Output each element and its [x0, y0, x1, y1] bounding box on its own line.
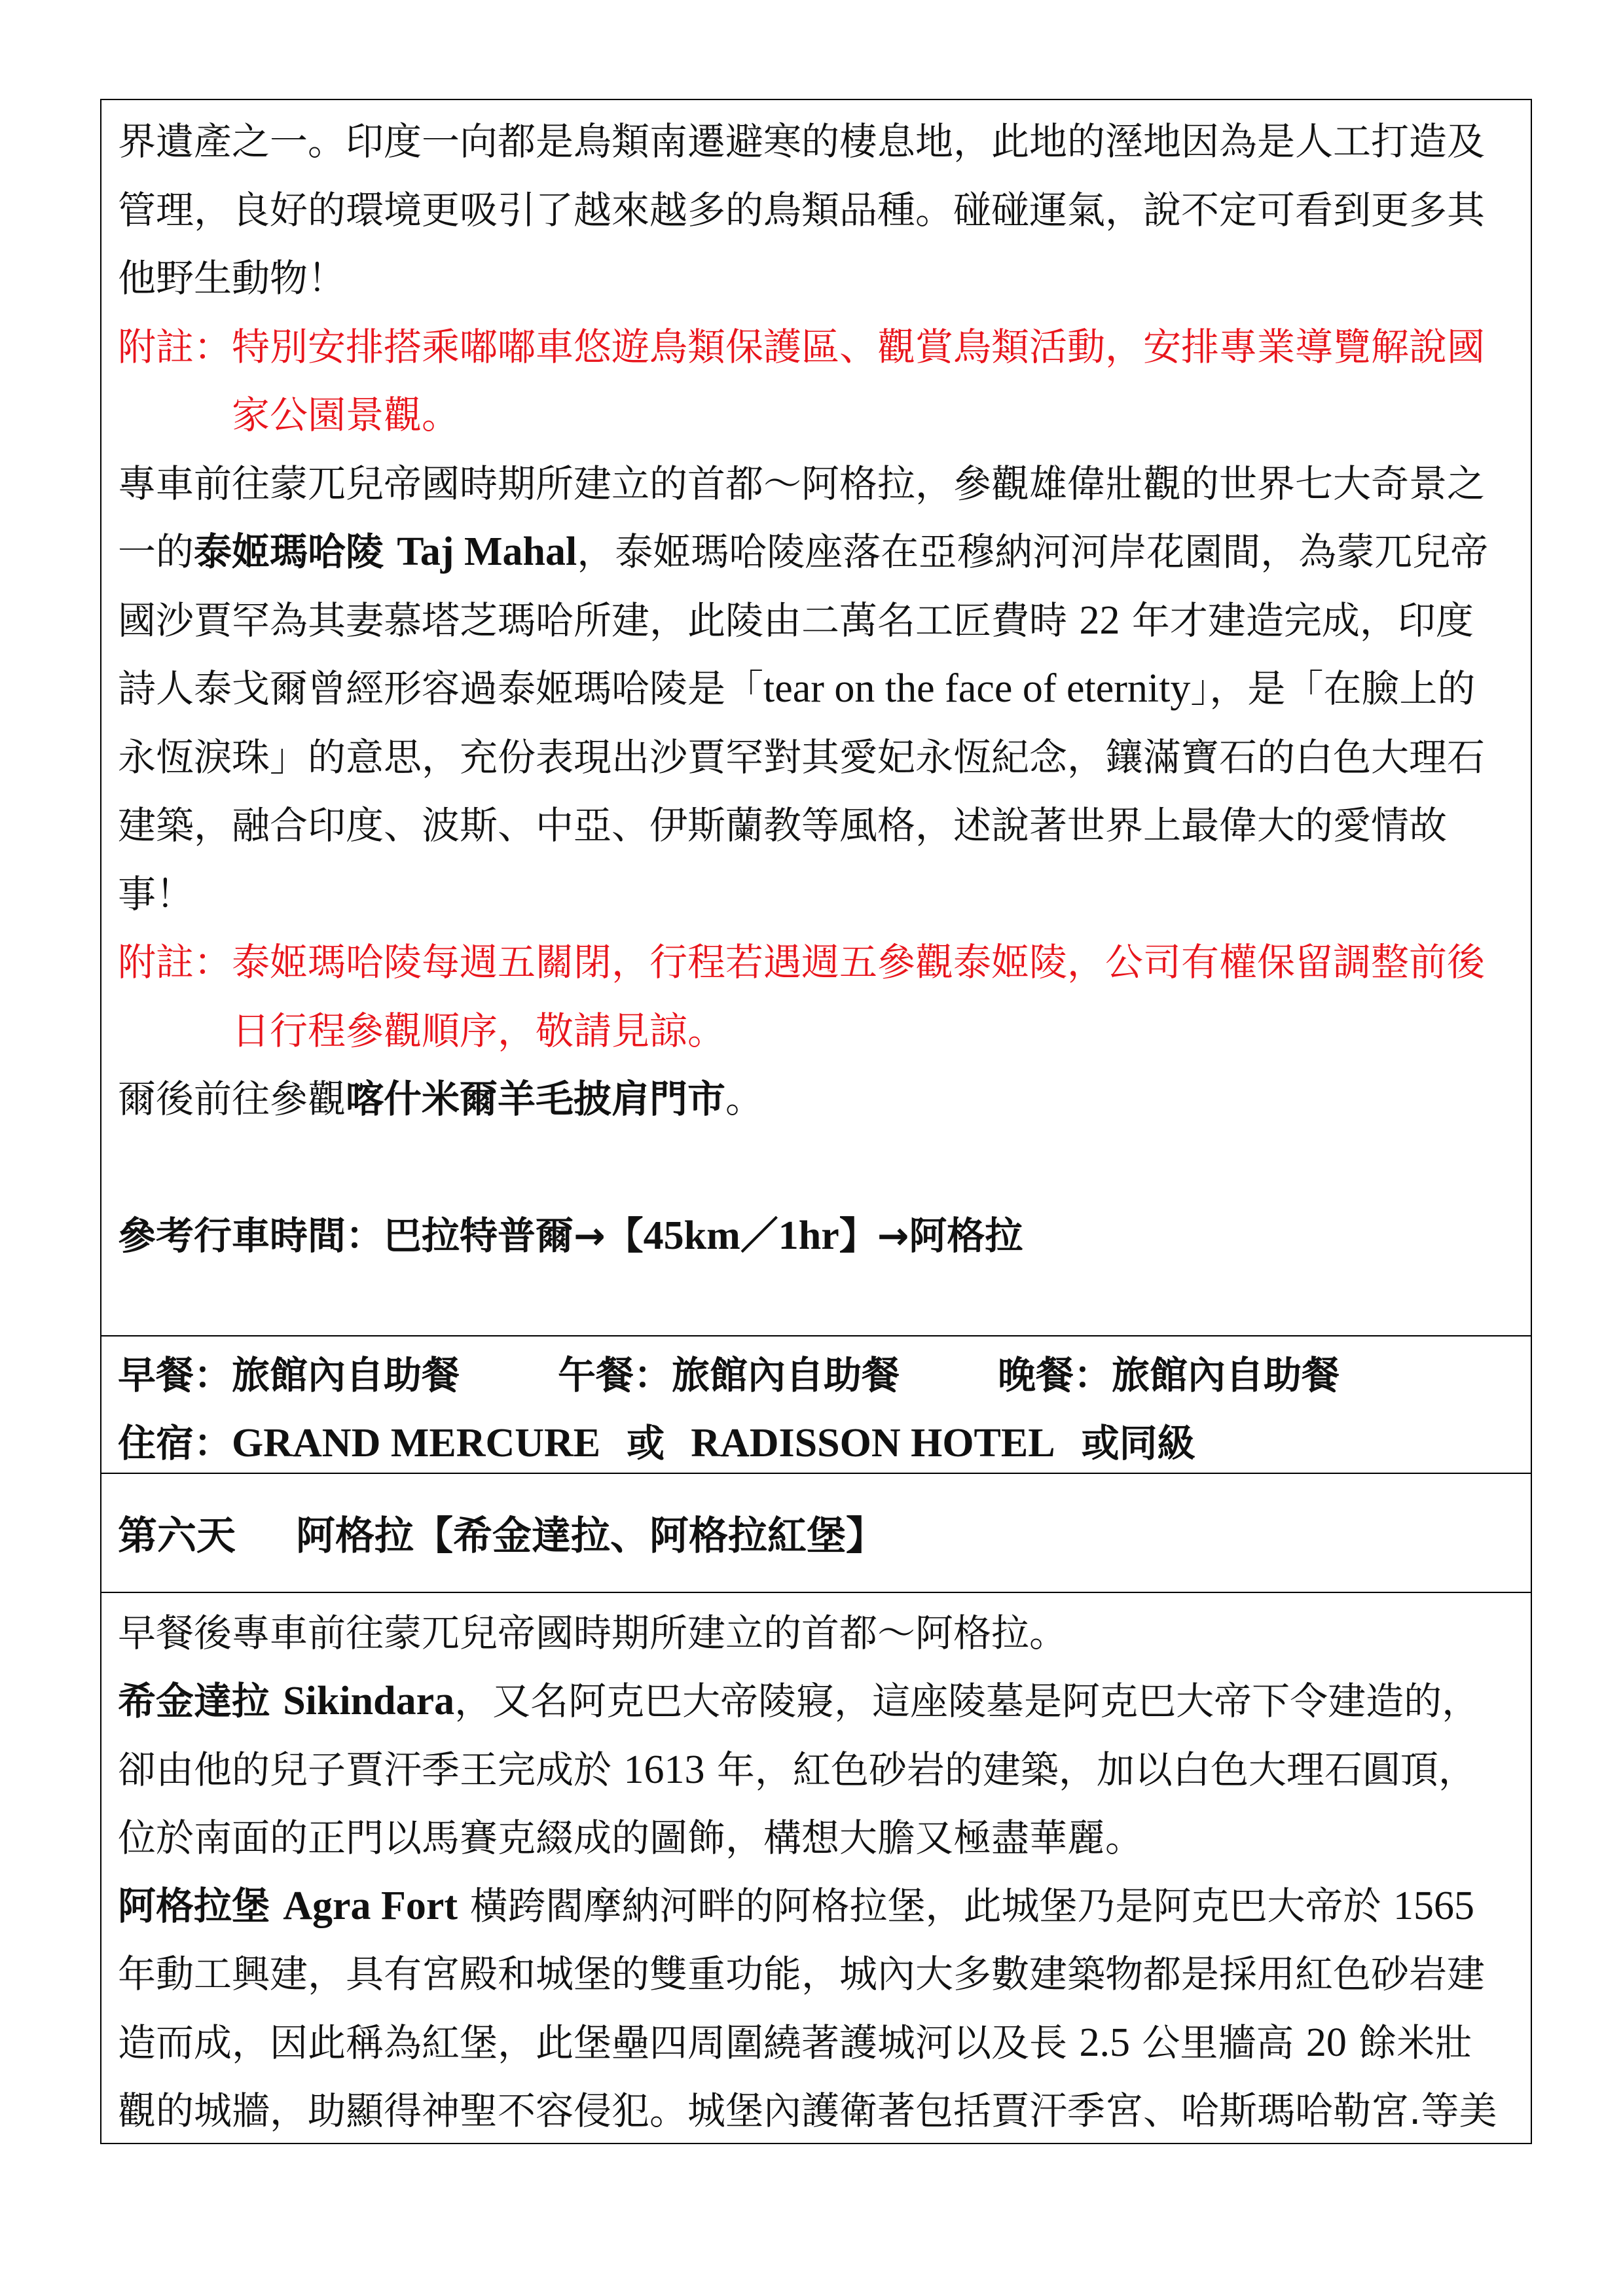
note-text: [232, 928, 1525, 1065]
text-segment: 餘米壯: [1346, 2020, 1473, 2065]
or-separator: 或: [627, 1421, 665, 1465]
paragraph-line: [118, 655, 1525, 723]
note-line: 家公園景觀。: [232, 393, 460, 437]
taj-closure-note: [118, 928, 1525, 1065]
number-text: 20: [1305, 2020, 1347, 2065]
paragraph-line: [118, 2077, 1525, 2143]
attraction-name: 希金達拉: [118, 1679, 283, 1724]
paragraph-line: [118, 518, 1525, 586]
bird-sanctuary-note: [118, 313, 1525, 450]
text-segment: 」，是「在臉上的: [1190, 666, 1476, 711]
paragraph-line: [118, 791, 1525, 860]
paragraph-line: [118, 450, 1525, 518]
drive-time-label: 參考行車時間：巴拉特普爾→【: [118, 1213, 644, 1258]
note-text: [232, 313, 1525, 450]
day5-continued-cell: [101, 100, 1531, 1335]
paragraph-line: [118, 1736, 1525, 1804]
text-segment: 詩人泰戈爾曾經形容過泰姬瑪哈陵是「: [118, 666, 764, 711]
hotel-option: RADISSON HOTEL: [691, 1421, 1055, 1465]
text-segment: 造而成，因此稱為紅堡，此堡壘四周圍繞著護城河以及長: [118, 2020, 1080, 2065]
drive-separator: ／: [740, 1213, 778, 1258]
breakfast-info: 早餐：旅館內自助餐: [118, 1353, 460, 1397]
paragraph-line: [118, 723, 1525, 792]
number-text: 1613: [623, 1747, 705, 1792]
number-text: 1565: [1393, 1884, 1474, 1929]
text-segment: 一的: [118, 529, 194, 574]
text-segment: 卻由他的兒子賈汗季王完成於: [118, 1747, 624, 1792]
note-line: 特別安排搭乘嘟嘟車悠遊鳥類保護區、觀賞鳥類活動，安排專業導覽解說國: [232, 324, 1486, 369]
dinner-info: 晚餐：旅館內自助餐: [998, 1353, 1340, 1397]
note-line: 日行程參觀順序，敬請見諒。: [232, 1008, 726, 1053]
note-label: 附註：: [118, 324, 232, 369]
paragraph-line: [118, 2009, 1525, 2077]
day6-header-cell: [101, 1473, 1531, 1592]
text-segment: 國沙賈罕為其妻慕塔芝瑪哈所建，此陵由二萬名工匠費時: [118, 598, 1080, 643]
text-segment: 橫跨閻摩納河畔的阿格拉堡，此城堡乃是阿克巴大帝於: [458, 1884, 1393, 1929]
paragraph-line: [118, 1804, 1525, 1872]
text-segment: 永恆淚珠」的意思，充份表現出沙賈罕對其愛妃永恆紀念，鑲滿寶石的白色大理石: [118, 734, 1486, 780]
text-segment: 年才建造完成，印度: [1120, 598, 1474, 643]
lodging-line: [118, 1409, 1525, 1473]
text-segment: 年，紅色砂岩的建築，加以白色大理石圓頂，: [704, 1747, 1476, 1792]
number-text: 2.5: [1079, 2020, 1130, 2065]
text-segment: ，泰姬瑪哈陵座落在亞穆納河河岸花園間，為蒙兀兒帝: [577, 529, 1489, 574]
meals-lodging-cell: [101, 1335, 1531, 1473]
itinerary-table: [100, 99, 1532, 2144]
text-segment: 觀的城牆，助顯得神聖不容侵犯。城堡內護衛著包括賈汗季宮、哈斯瑪哈勒宮.等美: [118, 2089, 1497, 2134]
day6-details-cell: [101, 1592, 1531, 2143]
attraction-name: 泰姬瑪哈陵: [194, 529, 397, 574]
hotel-option: GRAND MERCURE: [232, 1421, 601, 1465]
paragraph-line: [118, 1940, 1525, 2008]
attraction-name: 阿格拉堡: [118, 1884, 283, 1929]
text-segment: 建築，融合印度、波斯、中亞、伊斯蘭教等風格，述說著世界上最偉大的愛情故: [118, 803, 1448, 848]
drive-duration: 1hr: [778, 1213, 839, 1258]
paragraph-line: 早餐後專車前往蒙兀兒帝國時期所建立的首都～阿格拉。: [118, 1611, 1068, 1655]
paragraph-line: [118, 860, 1525, 929]
attraction-name-latin: Taj Mahal: [397, 529, 577, 574]
day-route: 阿格拉【希金達拉、阿格拉紅堡】: [296, 1513, 885, 1559]
text-segment: ，又名阿克巴大帝陵寢，這座陵墓是阿克巴大帝下令建造的，: [454, 1679, 1480, 1724]
paragraph-line: [118, 1667, 1525, 1735]
day-number: 第六天: [118, 1513, 236, 1559]
text-segment: 公里牆高: [1129, 2020, 1306, 2065]
text-segment: 專車前往蒙兀兒帝國時期所建立的首都～阿格拉，參觀雄偉壯觀的世界七大奇景之: [118, 461, 1486, 506]
drive-time-line: [118, 1202, 1525, 1270]
lunch-info: 午餐：旅館內自助餐: [558, 1353, 900, 1397]
drive-destination: 】→阿格拉: [839, 1213, 1023, 1258]
text-segment: 爾後前往參觀: [118, 1077, 346, 1121]
quote-latin: tear on the face of eternity: [763, 666, 1191, 711]
note-line: 泰姬瑪哈陵每週五關閉，行程若遇週五參觀泰姬陵，公司有權保留調整前後: [232, 940, 1486, 984]
text-segment: 。: [725, 1077, 764, 1121]
paragraph-line: 管理，良好的環境更吸引了越來越多的鳥類品種。碰碰運氣，說不定可看到更多其: [118, 187, 1486, 232]
paragraph-line: [118, 586, 1525, 655]
shop-visit-line: [118, 1065, 1525, 1134]
lodging-label: 住宿：: [118, 1421, 232, 1465]
attraction-name-latin: Agra Fort: [283, 1884, 458, 1929]
blank-line: [118, 1134, 1525, 1202]
paragraph-line: 界遺產之一。印度一向都是鳥類南遷避寒的棲息地，此地的溼地因為是人工打造及: [118, 119, 1486, 164]
text-segment: 事！: [118, 871, 194, 916]
attraction-name-latin: Sikindara: [283, 1679, 455, 1724]
drive-distance: 45km: [643, 1213, 740, 1258]
text-segment: 年動工興建，具有宮殿和城堡的雙重功能，城內大多數建築物都是採用紅色砂岩建: [118, 1952, 1486, 1997]
number-text: 22: [1079, 598, 1120, 643]
or-equivalent: 或同級: [1081, 1421, 1195, 1465]
paragraph-line: 他野生動物！: [118, 256, 346, 300]
paragraph-line: [118, 1872, 1525, 1940]
note-label: 附註：: [118, 940, 232, 984]
text-segment: 位於南面的正門以馬賽克綴成的圖飾，構想大膽又極盡華麗。: [118, 1815, 1144, 1860]
meals-line: [118, 1341, 1525, 1409]
shop-name: 喀什米爾羊毛披肩門市: [346, 1077, 726, 1121]
